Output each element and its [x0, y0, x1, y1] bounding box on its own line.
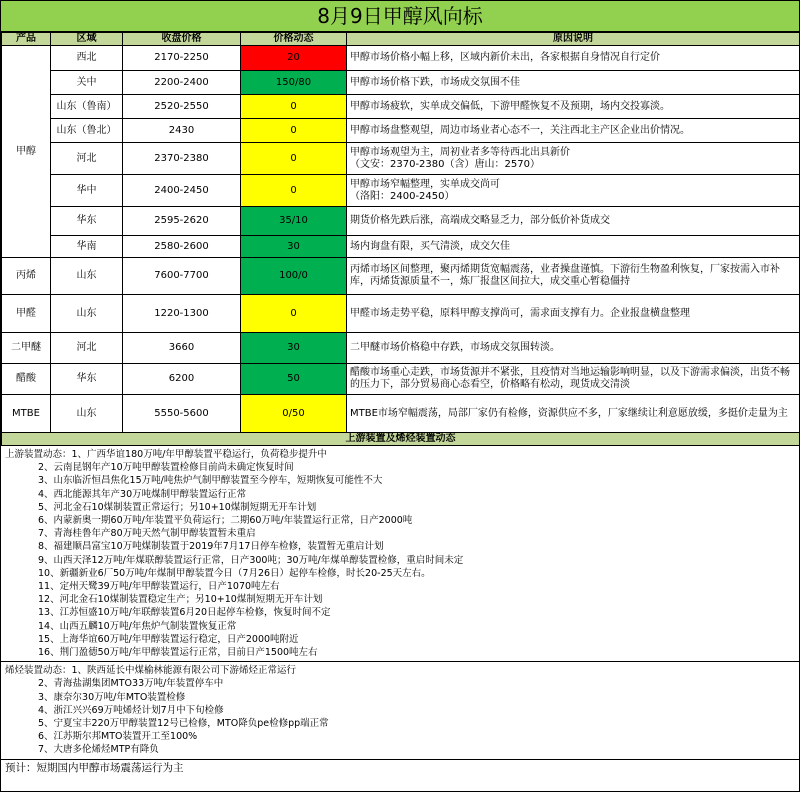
table-row	[2, 175, 800, 207]
status-text: 16、荆门盈德50万吨/年甲醇装置运行正常，目前日产1500吨左右	[38, 647, 318, 659]
section-title: 上游装置及烯烃装置动态	[2, 433, 800, 446]
status-text: 13、江苏恒盛10万吨/年联醇装置6月20日起停车检修，恢复时间不定	[38, 607, 331, 619]
header-price: 收盘价格	[123, 33, 241, 46]
change-cell: 0	[241, 95, 347, 119]
region-cell: 山东	[51, 395, 123, 433]
product-cell: 甲醛	[2, 295, 51, 333]
status-item	[5, 620, 795, 633]
change-cell: 0/50	[241, 395, 347, 433]
reason-line: 二甲醚市场价格稳中存跌，市场成交氛围转淡。	[350, 342, 560, 353]
reason-cell	[347, 175, 800, 207]
region-cell: 河北	[51, 143, 123, 175]
status-item	[5, 448, 795, 461]
status-text: 8、福建顺昌富宝10万吨煤制装置于2019年7月17日停车检修，装置暂无重启计划	[38, 541, 384, 553]
reason-line: （文安：2370-2380（含）唐山：2570）	[350, 158, 540, 170]
price-cell: 7600-7700	[123, 258, 241, 295]
table-row	[2, 395, 800, 433]
reason-line: 甲醇市场盘整观望，周边市场业者心态不一，关注西北主产区企业出价情况。	[350, 124, 690, 136]
reason-line: 场内询盘有限，买气清淡，成交欠佳	[350, 240, 510, 252]
status-label: 上游装置动态：	[5, 449, 72, 460]
status-item	[5, 704, 795, 717]
table-row	[2, 364, 800, 395]
table-header	[2, 33, 800, 46]
status-item	[5, 540, 795, 553]
status-text: 12、河北金石10煤制装置稳定生产；另10+10煤制短期无开车计划	[38, 594, 323, 606]
status-item	[5, 691, 795, 704]
status-text: 6、江苏斯尔邦MTO装置开工至100%	[38, 731, 198, 743]
status-text: 3、康奈尔30万吨/年MTO装置检修	[38, 691, 186, 703]
change-cell: 50	[241, 364, 347, 395]
region-cell: 华东	[51, 364, 123, 395]
product-cell: 甲醇	[2, 46, 51, 258]
status-text: 4、浙江兴兴69万吨烯烃计划7月中下旬检修	[38, 704, 224, 716]
change-cell: 30	[241, 236, 347, 258]
reason-cell	[347, 143, 800, 175]
olefin-status	[1, 662, 799, 759]
status-text: 7、青海桂鲁年产80万吨天然气制甲醇装置暂未重启	[38, 528, 256, 540]
reason-cell	[347, 295, 800, 333]
reason-line: 甲醇市场观望为主，周初业者多等待西北出具新价	[350, 146, 570, 158]
change-cell: 0	[241, 143, 347, 175]
price-cell: 2400-2450	[123, 175, 241, 207]
product-cell: 二甲醚	[2, 333, 51, 364]
change-cell: 0	[241, 295, 347, 333]
status-item	[5, 633, 795, 646]
status-item	[5, 527, 795, 540]
price-cell: 2200-2400	[123, 71, 241, 95]
table-row	[2, 333, 800, 364]
status-item	[5, 567, 795, 580]
header-region: 区域	[51, 33, 123, 46]
status-label: 烯烃装置动态：	[5, 665, 72, 677]
status-item	[5, 606, 795, 619]
status-text: 4、西北能源其年产30万吨煤制甲醇装置运行正常	[38, 488, 247, 500]
upstream-status	[1, 446, 799, 662]
page-title: 8月9日甲醇风向标	[1, 1, 799, 32]
reason-line: 醋酸市场重心走跌，市场货源并不紧张，且疫情对当地运输影响明显，以及下游需求偏淡，出货不畅的压力下，部分贸易商心态看空，价格略有松动，现货成交清淡	[350, 367, 790, 390]
status-text: 3、山东临沂恒昌焦化15万吨/吨焦炉气制甲醇装置至今停车，短期恢复可能性不大	[38, 475, 383, 487]
reason-line: 甲醛市场走势平稳，原料甲醇支撑尚可，需求面支撑有力。企业报盘横盘整理	[350, 307, 690, 319]
product-cell: 醋酸	[2, 364, 51, 395]
price-cell: 3660	[123, 333, 241, 364]
reason-cell	[347, 46, 800, 71]
reason-line: 期货价格先跌后涨，高端成交略显乏力，部分低价补货成交	[350, 215, 610, 226]
status-item	[5, 488, 795, 501]
status-item	[5, 646, 795, 659]
status-text: 2、青海盐湖集团MTO33万吨/年装置停车中	[38, 678, 224, 690]
header-product: 产品	[2, 33, 51, 46]
table-row	[2, 236, 800, 258]
reason-cell	[347, 333, 800, 364]
table-row	[2, 46, 800, 71]
change-cell: 0	[241, 119, 347, 143]
status-item	[5, 664, 795, 677]
region-cell: 华南	[51, 236, 123, 258]
table-row	[2, 207, 800, 236]
reason-line: （洛阳：2400-2450）	[350, 190, 455, 202]
price-cell: 2580-2600	[123, 236, 241, 258]
table-row	[2, 71, 800, 95]
price-cell: 6200	[123, 364, 241, 395]
reason-cell	[347, 119, 800, 143]
change-cell: 100/0	[241, 258, 347, 295]
status-text: 5、河北金石10煤制装置正常运行；另10+10煤制短期无开车计划	[38, 501, 317, 513]
region-cell: 山东	[51, 295, 123, 333]
table-row	[2, 119, 800, 143]
region-cell: 河北	[51, 333, 123, 364]
reason-cell	[347, 207, 800, 236]
status-text: 15、上海华谊60万吨/年甲醇装置运行稳定，日产2000吨附近	[38, 633, 299, 645]
reason-cell	[347, 258, 800, 295]
status-item	[5, 554, 795, 567]
table-row	[2, 258, 800, 295]
change-cell: 30	[241, 333, 347, 364]
product-cell: 丙烯	[2, 258, 51, 295]
region-cell: 山东（鲁北）	[51, 119, 123, 143]
reason-cell	[347, 236, 800, 258]
status-item	[5, 461, 795, 474]
region-cell: 山东	[51, 258, 123, 295]
reason-line: 丙烯市场区间整理，聚丙烯期货宽幅震荡，业者操盘谨慎。下游衍生物盈利恢复，厂家按需入市补库，丙烯货源质量不一，炼厂报盘区间拉大，成交重心暂稳僵持	[350, 264, 780, 287]
change-cell: 0	[241, 175, 347, 207]
reason-cell	[347, 71, 800, 95]
price-cell: 1220-1300	[123, 295, 241, 333]
status-item	[5, 730, 795, 743]
status-text: 10、新疆新业6厂50万吨/年煤制甲醇装置今日（7月26日）起停车检修，时长20-25天左右。	[38, 567, 431, 579]
reason-cell	[347, 95, 800, 119]
header-reason: 原因说明	[347, 33, 800, 46]
region-cell: 山东（鲁南）	[51, 95, 123, 119]
status-item	[5, 501, 795, 514]
status-text: 9、山西天泽12万吨/年煤联醇装置运行正常，日产300吨；30万吨/年煤单醇装置检修，重启时间未定	[38, 554, 464, 566]
status-item	[5, 717, 795, 730]
status-item	[5, 514, 795, 527]
status-item	[5, 474, 795, 487]
region-cell: 关中	[51, 71, 123, 95]
status-text: 1、广西华谊180万吨/年甲醇装置平稳运行，负荷稳步提升中	[71, 449, 327, 460]
reason-line: 甲醇市场价格小幅上移，区域内新价未出，各家根据自身情况自行定价	[350, 52, 660, 63]
reason-line: 甲醇市场疲软，实单成交偏低，下游甲醛恢复不及预期，场内交投寡淡。	[350, 100, 670, 112]
reason-cell	[347, 364, 800, 395]
status-text: 5、宁夏宝丰220万甲醇装置12号已检修，MTO降负pe检修pp端正常	[38, 718, 329, 730]
region-cell: 华东	[51, 207, 123, 236]
product-cell: MTBE	[2, 395, 51, 433]
price-cell: 2430	[123, 119, 241, 143]
table-row	[2, 143, 800, 175]
reason-line: 甲醇市场窄幅整理，实单成交尚可	[350, 178, 500, 190]
forecast: 预计：短期国内甲醇市场震荡运行为主	[5, 761, 184, 774]
status-text: 2、云南昆钢年产10万吨甲醇装置检修目前尚未确定恢复时间	[38, 462, 294, 474]
price-cell: 2370-2380	[123, 143, 241, 175]
change-cell: 20	[241, 46, 347, 71]
table-row	[2, 295, 800, 333]
status-text: 6、内蒙新奥一期60万吨/年装置平负荷运行；二期60万吨/年装置运行正常，日产2000吨	[38, 515, 413, 527]
table-row	[2, 95, 800, 119]
reason-line: 甲醇市场价格下跌，市场成交氛围不佳	[350, 76, 520, 88]
change-cell: 35/10	[241, 207, 347, 236]
status-text: 14、山西五麟10万吨/年焦炉气制装置恢复正常	[38, 620, 237, 632]
price-cell: 2170-2250	[123, 46, 241, 71]
price-cell: 2595-2620	[123, 207, 241, 236]
status-text: 1、陕西延长中煤榆林能源有限公司下游烯烃正常运行	[71, 665, 297, 677]
status-text: 7、大唐多伦烯烃MTP有降负	[38, 744, 159, 756]
region-cell: 华中	[51, 175, 123, 207]
region-cell: 西北	[51, 46, 123, 71]
change-cell: 150/80	[241, 71, 347, 95]
status-item	[5, 593, 795, 606]
header-change: 价格动态	[241, 33, 347, 46]
price-table	[1, 32, 800, 446]
reason-cell	[347, 395, 800, 433]
status-item	[5, 677, 795, 690]
price-cell: 2520-2550	[123, 95, 241, 119]
price-cell: 5550-5600	[123, 395, 241, 433]
status-item	[5, 743, 795, 756]
reason-line: MTBE市场窄幅震荡，局部厂家仍有检修，资源供应不多，厂家继续让利意愿放缓，多挺价走量为主	[350, 407, 788, 419]
status-item	[5, 580, 795, 593]
status-text: 11、定州天鹭39万吨/年甲醇装置运行，日产1070吨左右	[38, 581, 280, 593]
